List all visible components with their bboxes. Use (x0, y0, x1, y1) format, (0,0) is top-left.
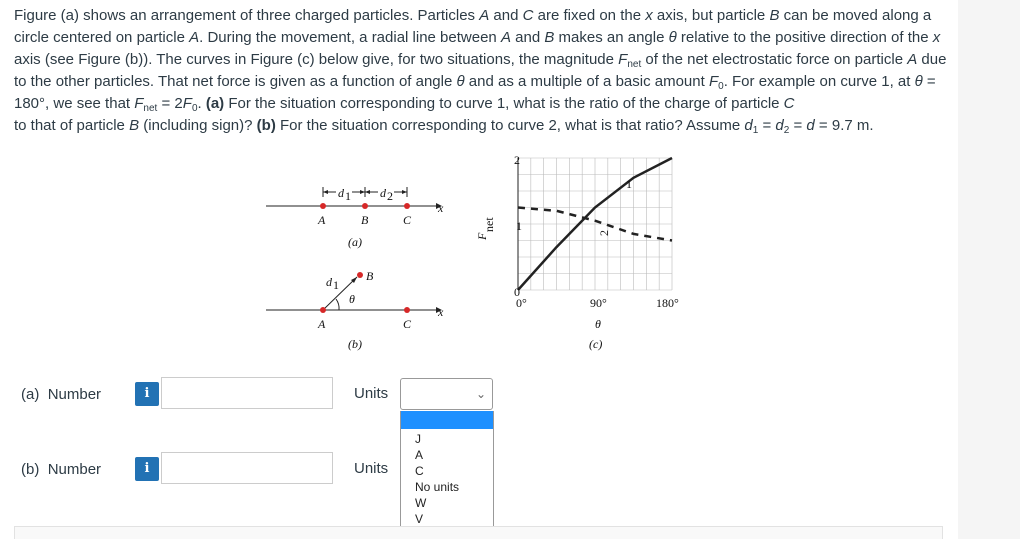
units-b-label: Units (354, 460, 389, 477)
units-option-c[interactable]: C (415, 464, 424, 478)
fig-b-d1-label: d (326, 275, 332, 289)
chart-grid (518, 158, 672, 290)
fig-b-label-c: C (403, 317, 412, 331)
number-a-input[interactable] (161, 377, 333, 409)
units-a-label: Units (354, 385, 389, 402)
particle-c-b (404, 307, 410, 313)
fig-c-ytick-2: 2 (514, 153, 520, 167)
fig-b-theta-label: θ (349, 292, 355, 306)
fig-b-d1-sub: 1 (333, 278, 339, 292)
fig-c-x-label: θ (595, 317, 601, 331)
particle-c (404, 203, 410, 209)
figure-a (266, 184, 444, 249)
part-a-label: (a) Number (21, 386, 102, 403)
figure-c-chart (475, 153, 679, 351)
fig-c-caption: (c) (589, 337, 603, 351)
fig-c-y-label: F (475, 232, 489, 240)
fig-a-label-c: C (403, 213, 412, 227)
units-option-j[interactable]: J (415, 432, 421, 446)
fig-a-label-a: A (318, 213, 326, 227)
fig-c-xtick-90: 90° (590, 296, 607, 310)
fig-a-label-b: B (361, 213, 369, 227)
fig-a-caption: (a) (348, 235, 362, 249)
units-option-no-units[interactable]: No units (415, 480, 460, 494)
particle-b-b (357, 272, 363, 278)
part-b-label: (b) Number (21, 461, 102, 478)
fig-c-xtick-0: 0° (516, 296, 527, 310)
fig-b-label-b: B (366, 269, 374, 283)
info-icon[interactable]: i (135, 382, 159, 406)
particle-a-b (320, 307, 326, 313)
fig-b-x-axis-label: x (438, 305, 444, 319)
fig-a-d2-sub: 2 (387, 189, 393, 203)
fig-c-ytick-1: 1 (516, 219, 522, 233)
bottom-panel-edge (14, 526, 943, 539)
fig-b-caption: (b) (348, 337, 362, 351)
fig-a-d1-label: d (338, 186, 344, 200)
number-b-input[interactable] (161, 452, 333, 484)
question-text: Figure (a) shows an arrangement of three charged particles. Particles A and C are fixed on the x axis, but particle B can be moved along a circle centered on particle A. During the movement, a radial line between A and B makes an angle θ relative to the positive direction of the x axis (see Figure (b)). The curves in Figure (c) below give, for two situations, the magnitude $F_{net}$ of the net electrostatic force on particle A due to the other particles. That net force is given as a function of angle θ and as a multiple of a basic amount $F_0$. For example on curve 1, at θ = 180°, we see that $F_{net} = 2F_0$. (a) For the situation corresponding to curve 1, what is the ratio of the charge of particle C to that of particle B (including sign)? (b) For the situation corresponding to curve 2, what is that ratio? Assume $d_1 = d_2 = d = 9.7$ m. (14, 7, 947, 136)
fig-a-x-axis-label: x (438, 201, 444, 215)
fig-a-d2-label: d (380, 186, 386, 200)
chevron-down-icon: ⌄ (475, 387, 486, 401)
info-icon[interactable]: i (135, 457, 159, 481)
units-option-w[interactable]: W (415, 496, 427, 510)
dropdown-highlight-option[interactable] (401, 411, 493, 429)
fig-a-d1-sub: 1 (345, 189, 351, 203)
fig-c-y-label-sub: net (482, 217, 496, 232)
particle-b (362, 203, 368, 209)
units-option-v[interactable]: V (415, 512, 424, 526)
curve-2-label: 2 (597, 230, 611, 236)
figure-b (266, 269, 444, 351)
problem-figure (250, 150, 720, 365)
curve-1-label: 1 (626, 177, 632, 191)
particle-a (320, 203, 326, 209)
units-a-dropdown[interactable] (400, 411, 494, 539)
fig-c-ytick-0: 0 (514, 285, 520, 299)
fig-b-label-a: A (318, 317, 326, 331)
units-a-select[interactable] (400, 378, 493, 410)
units-option-a[interactable]: A (415, 448, 424, 462)
fig-c-xtick-180: 180° (656, 296, 679, 310)
right-margin (958, 0, 1020, 539)
